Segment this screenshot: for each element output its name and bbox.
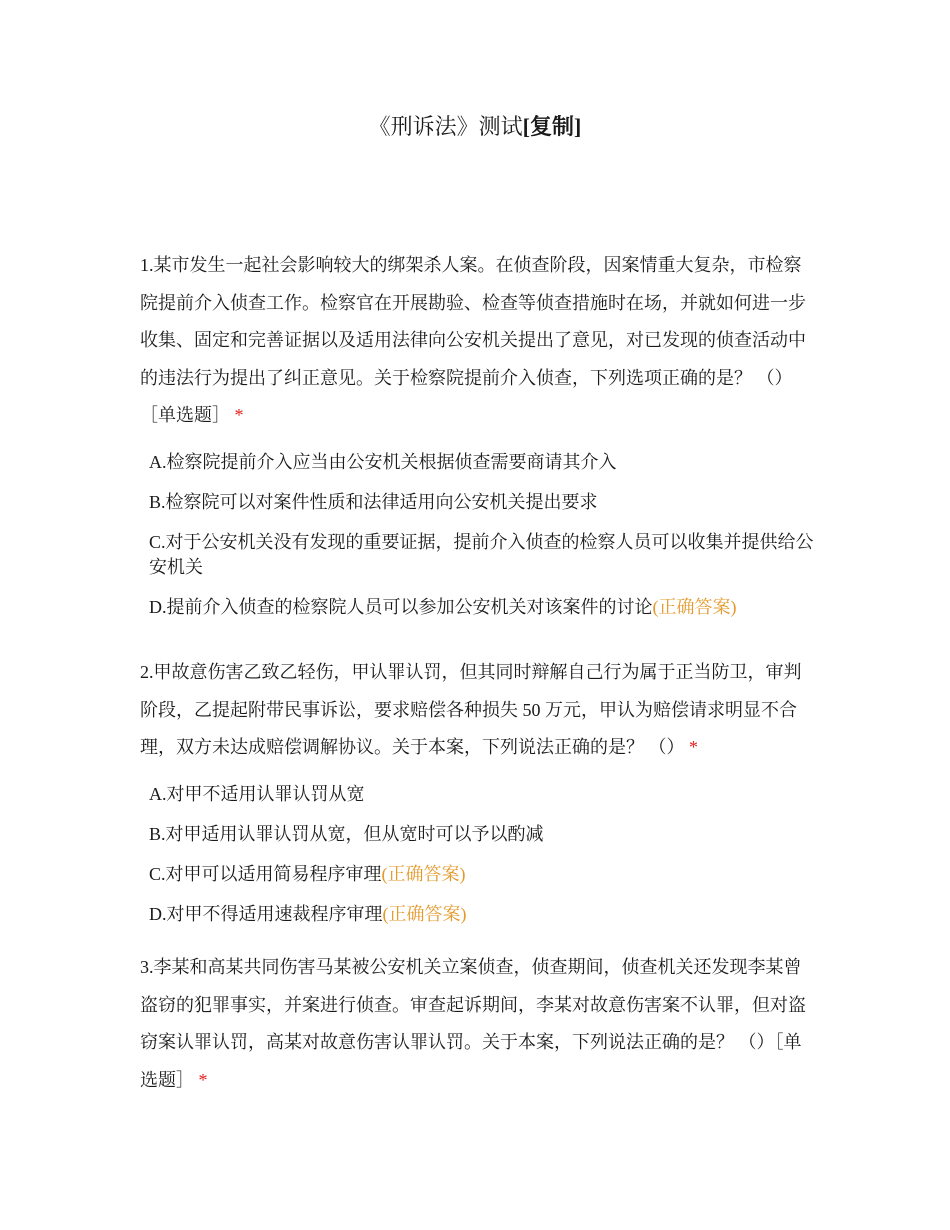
option-d[interactable] xyxy=(149,588,815,628)
option-text: A.检察院提前介入应当由公安机关根据侦查需要商请其介入 xyxy=(149,451,617,472)
question-3 xyxy=(140,949,815,1099)
option-text: D.提前介入侦查的检察院人员可以参加公安机关对该案件的讨论 xyxy=(149,596,653,617)
option-d[interactable] xyxy=(149,895,815,935)
page-title-text: 《刑诉法》测试 xyxy=(368,114,523,139)
required-mark: * xyxy=(689,737,698,757)
correct-answer-label: (正确答案) xyxy=(381,863,466,884)
option-a[interactable] xyxy=(149,443,815,483)
page-title xyxy=(0,112,950,142)
correct-answer-label: (正确答案) xyxy=(652,596,737,617)
option-c[interactable] xyxy=(149,523,815,588)
question-stem-text: 1.某市发生一起社会影响较大的绑架杀人案。在侦查阶段，因案情重大复杂，市检察院提前介入侦查工作。检察官在开展勘验、检查等侦查措施时在场，并就如何进一步收集、固定和完善证据以及适用法律向公安机关提出了意见，对已发现的侦查活动中的违法行为提出了纠正意见。关于检察院提前介入侦查，下列选项正确的是？ （）［单选题］ xyxy=(140,255,806,425)
option-list xyxy=(140,775,815,935)
question-stem-text: 3.李某和高某共同伤害马某被公安机关立案侦查，侦查期间，侦查机关还发现李某曾盗窃的犯罪事实，并案进行侦查。审查起诉期间，李某对故意伤害案不认罪，但对盗窃案认罪认罚，高某对故意伤害认罪认罚。关于本案，下列说法正确的是？ （）［单选题］ xyxy=(140,957,806,1090)
question-2 xyxy=(140,654,815,935)
question-1 xyxy=(140,247,815,628)
required-mark: * xyxy=(198,1069,208,1090)
question-stem xyxy=(140,949,815,1099)
option-b[interactable] xyxy=(149,483,815,523)
page-title-suffix: [复制] xyxy=(522,114,582,139)
required-mark: * xyxy=(234,405,244,425)
option-b[interactable] xyxy=(149,815,815,855)
option-text: C.对甲可以适用简易程序审理 xyxy=(149,863,382,884)
option-text: B.检察院可以对案件性质和法律适用向公安机关提出要求 xyxy=(149,491,598,512)
option-c[interactable] xyxy=(149,855,815,895)
option-a[interactable] xyxy=(149,775,815,815)
option-text: A.对甲不适用认罪认罚从宽 xyxy=(149,783,365,804)
question-stem-text: 2.甲故意伤害乙致乙轻伤，甲认罪认罚，但其同时辩解自己行为属于正当防卫，审判阶段，乙提起附带民事诉讼，要求赔偿各种损失 50 万元，甲认为赔偿请求明显不合理，双方未达成赔偿调解协议。关于本案，下列说法正确的是？ （） xyxy=(140,662,802,757)
option-text: C.对于公安机关没有发现的重要证据，提前介入侦查的检察人员可以收集并提供给公安机关 xyxy=(149,531,814,577)
option-list xyxy=(140,443,815,628)
option-text: D.对甲不得适用速裁程序审理 xyxy=(149,903,383,924)
question-stem xyxy=(140,247,815,435)
option-text: B.对甲适用认罪认罚从宽，但从宽时可以予以酌减 xyxy=(149,823,544,844)
correct-answer-label: (正确答案) xyxy=(382,903,467,924)
question-stem xyxy=(140,654,815,767)
